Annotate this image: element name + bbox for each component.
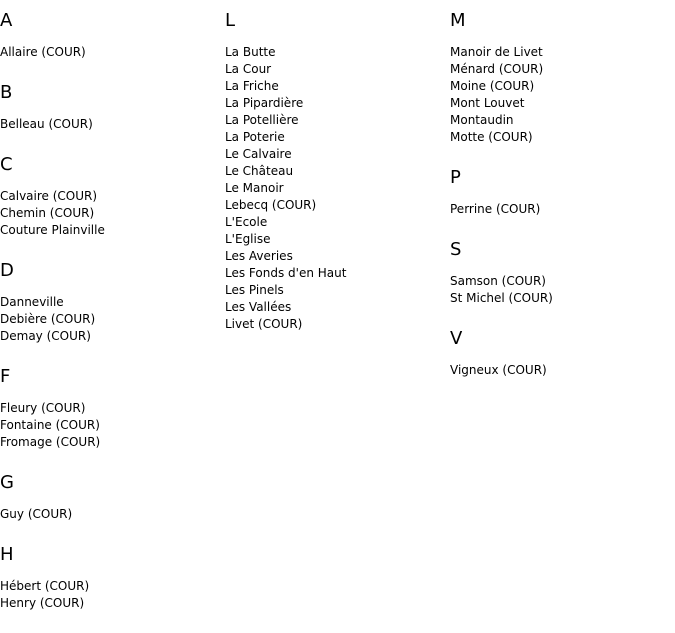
letter-heading: L [225, 10, 236, 31]
place-link[interactable]: Henry (COUR) [0, 596, 85, 610]
list-item [0, 434, 225, 451]
list-item [0, 578, 225, 595]
place-link[interactable]: Le Calvaire [225, 147, 292, 161]
place-list [450, 201, 675, 218]
list-item [450, 201, 675, 218]
place-link[interactable]: La Pipardière [225, 96, 304, 110]
place-link[interactable]: Fleury (COUR) [0, 401, 86, 415]
place-link[interactable]: Chemin (COUR) [0, 206, 95, 220]
list-item [450, 129, 675, 146]
place-link[interactable]: Mont Louvet [450, 96, 525, 110]
place-link[interactable]: Vigneux (COUR) [450, 363, 547, 377]
place-link[interactable]: Le Manoir [225, 181, 284, 195]
letter-heading: P [450, 167, 461, 188]
place-link[interactable]: La Friche [225, 79, 279, 93]
list-item [0, 205, 225, 222]
index-column [0, 0, 225, 633]
list-item [225, 78, 450, 95]
index-column [225, 0, 450, 633]
place-link[interactable]: Manoir de Livet [450, 45, 543, 59]
place-link[interactable]: L'Ecole [225, 215, 268, 229]
place-link[interactable]: La Poterie [225, 130, 285, 144]
list-item [225, 44, 450, 61]
letter-heading: G [0, 472, 14, 493]
list-item [450, 61, 675, 78]
list-item [225, 129, 450, 146]
letter-heading: S [450, 239, 462, 260]
place-link[interactable]: Guy (COUR) [0, 507, 73, 521]
list-item [225, 248, 450, 265]
list-item [225, 214, 450, 231]
place-link[interactable]: La Potellière [225, 113, 299, 127]
list-item [450, 44, 675, 61]
place-link[interactable]: Fontaine (COUR) [0, 418, 100, 432]
place-list [450, 273, 675, 307]
letter-group [0, 544, 225, 612]
list-item [0, 44, 225, 61]
place-list [0, 400, 225, 451]
place-list [0, 188, 225, 239]
list-item [0, 311, 225, 328]
place-link[interactable]: Demay (COUR) [0, 329, 91, 343]
place-link[interactable]: Belleau (COUR) [0, 117, 93, 131]
place-link[interactable]: Moine (COUR) [450, 79, 535, 93]
list-item [225, 61, 450, 78]
letter-heading: C [0, 154, 13, 175]
place-link[interactable]: Calvaire (COUR) [0, 189, 98, 203]
list-item [450, 362, 675, 379]
place-link[interactable]: Perrine (COUR) [450, 202, 541, 216]
place-link[interactable]: Allaire (COUR) [0, 45, 86, 59]
place-link[interactable]: L'Eglise [225, 232, 271, 246]
letter-group [225, 10, 450, 333]
place-link[interactable]: Livet (COUR) [225, 317, 303, 331]
place-link[interactable]: Couture Plainville [0, 223, 105, 237]
list-item [225, 299, 450, 316]
place-link[interactable]: La Butte [225, 45, 276, 59]
place-link[interactable]: Fromage (COUR) [0, 435, 101, 449]
list-item [225, 282, 450, 299]
list-item [450, 112, 675, 129]
letter-group [0, 472, 225, 523]
place-list [225, 44, 450, 333]
list-item [0, 116, 225, 133]
list-item [225, 231, 450, 248]
place-link[interactable]: Hébert (COUR) [0, 579, 90, 593]
list-item [0, 595, 225, 612]
place-link[interactable]: Les Vallées [225, 300, 292, 314]
list-item [225, 316, 450, 333]
place-link[interactable]: Le Château [225, 164, 294, 178]
list-item [450, 95, 675, 112]
place-list [450, 44, 675, 146]
letter-group [0, 82, 225, 133]
letter-group [450, 10, 675, 146]
letter-heading: V [450, 328, 463, 349]
place-link[interactable]: Montaudin [450, 113, 514, 127]
letter-heading: F [0, 366, 11, 387]
place-link[interactable]: Lebecq (COUR) [225, 198, 317, 212]
letter-group [0, 260, 225, 345]
list-item [225, 95, 450, 112]
place-link[interactable]: Debière (COUR) [0, 312, 96, 326]
list-item [0, 417, 225, 434]
place-list [0, 116, 225, 133]
place-link[interactable]: Les Averies [225, 249, 293, 263]
letter-group [450, 167, 675, 218]
list-item [225, 146, 450, 163]
letter-heading: B [0, 82, 13, 103]
list-item [225, 180, 450, 197]
place-link[interactable]: St Michel (COUR) [450, 291, 553, 305]
letter-heading: A [0, 10, 13, 31]
list-item [0, 328, 225, 345]
place-link[interactable]: Danneville [0, 295, 64, 309]
place-list [0, 294, 225, 345]
letter-group [0, 154, 225, 239]
letter-heading: H [0, 544, 14, 565]
place-link[interactable]: La Cour [225, 62, 272, 76]
letter-heading: M [450, 10, 466, 31]
list-item [0, 294, 225, 311]
list-item [225, 163, 450, 180]
place-link[interactable]: Ménard (COUR) [450, 62, 544, 76]
list-item [225, 197, 450, 214]
letter-group [0, 366, 225, 451]
letter-group [450, 239, 675, 307]
list-item [450, 273, 675, 290]
place-link[interactable]: Samson (COUR) [450, 274, 546, 288]
place-list [0, 578, 225, 612]
letter-heading: D [0, 260, 14, 281]
list-item [450, 78, 675, 95]
place-link[interactable]: Motte (COUR) [450, 130, 533, 144]
list-item [450, 290, 675, 307]
list-item [0, 506, 225, 523]
letter-group [0, 10, 225, 61]
place-list [0, 44, 225, 61]
place-list [0, 506, 225, 523]
list-item [225, 112, 450, 129]
list-item [225, 265, 450, 282]
list-item [0, 400, 225, 417]
list-item [0, 222, 225, 239]
index-column [450, 0, 675, 633]
letter-group [450, 328, 675, 379]
place-list [450, 362, 675, 379]
place-link[interactable]: Les Pinels [225, 283, 284, 297]
list-item [0, 188, 225, 205]
place-link[interactable]: Les Fonds d'en Haut [225, 266, 347, 280]
